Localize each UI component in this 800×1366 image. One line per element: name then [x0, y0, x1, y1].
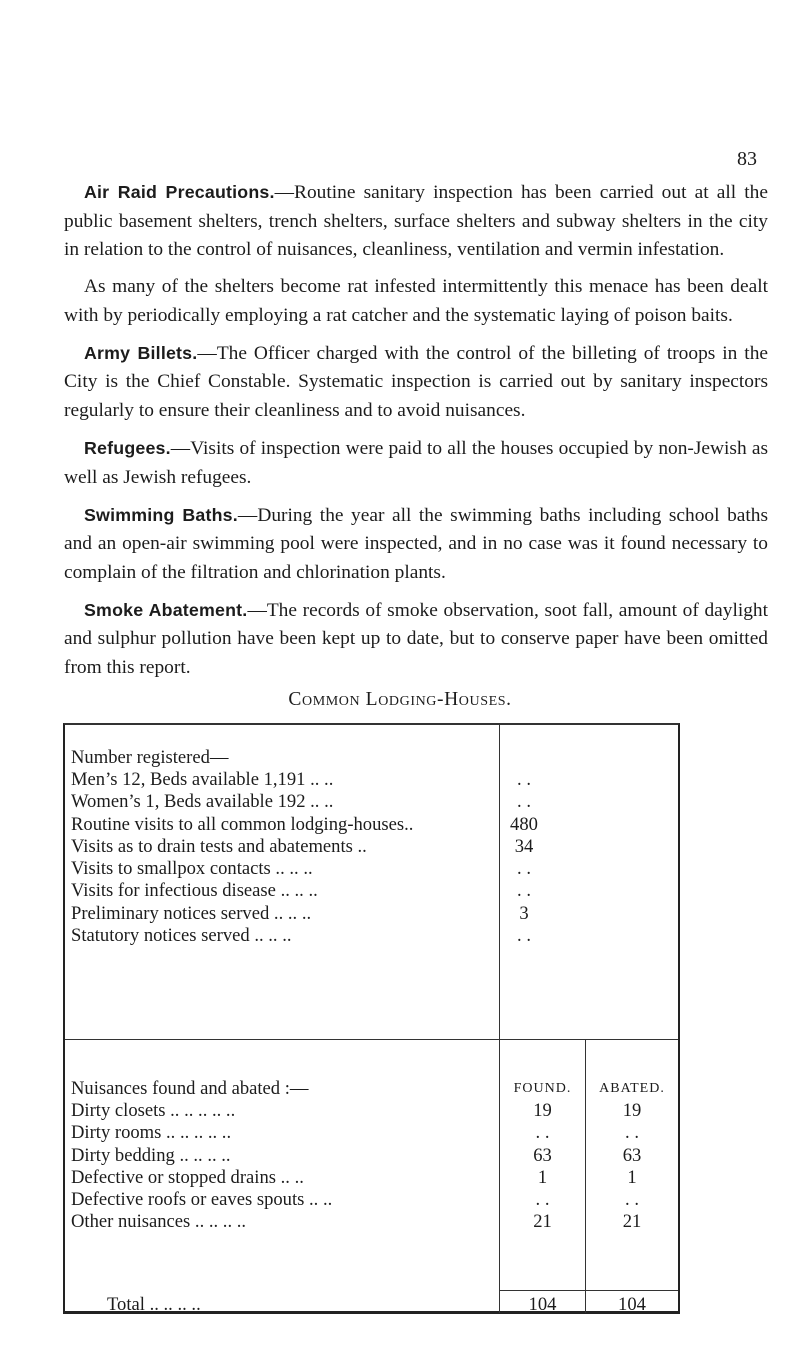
total-abated: 104	[618, 1294, 646, 1315]
total-separator	[499, 1290, 678, 1291]
total-label: Total .. .. .. ..	[107, 1294, 201, 1315]
upper-row-label: Women’s 1, Beds available 192 .. ..	[71, 791, 334, 812]
found-value: 21	[533, 1211, 552, 1232]
nuisances-title: Nuisances found and abated :—	[71, 1078, 309, 1099]
paragraph-air-raid	[64, 178, 768, 265]
section-title: Common Lodging-Houses.	[288, 689, 512, 710]
nuisance-row-label: Dirty bedding .. .. .. ..	[71, 1145, 231, 1166]
upper-row-value: . .	[517, 791, 531, 812]
upper-row-label: Visits as to drain tests and abatements ..	[71, 836, 367, 857]
heading-dash: —	[237, 504, 258, 526]
paragraph-text: As many of the shelters become rat infested intermittently this menace has been dealt with by periodically employing a rat catcher and the systematic laying of poison baits.	[64, 276, 768, 326]
abated-value: . .	[625, 1189, 639, 1210]
nuisance-row-label: Other nuisances .. .. .. ..	[71, 1211, 247, 1232]
paragraph-heading: Air Raid Precautions.	[84, 182, 275, 202]
heading-dash: —	[247, 599, 267, 621]
nuisance-row-label: Defective or stopped drains .. ..	[71, 1167, 304, 1188]
upper-row-label: Preliminary notices served .. .. ..	[71, 903, 312, 924]
upper-row-label: Statutory notices served .. .. ..	[71, 925, 292, 946]
found-value: 1	[537, 1167, 548, 1188]
total-found: 104	[528, 1294, 557, 1315]
found-value: 63	[533, 1145, 552, 1166]
paragraph-heading: Refugees.	[84, 437, 171, 458]
upper-row-value: . .	[517, 880, 531, 901]
paragraph-heading: Army Billets.	[84, 342, 198, 363]
heading-dash: —	[170, 437, 191, 459]
upper-row-label: Visits to smallpox contacts .. .. ..	[71, 858, 313, 879]
paragraph-heading: Swimming Baths.	[84, 504, 238, 525]
nuisance-row-label: Dirty closets .. .. .. .. ..	[71, 1100, 236, 1121]
paragraph-text: The Officer charged with the control of the billeting of troops in the City is the Chief Constable. Systematic inspection is carried out by sanitary inspectors regularly to ensure their cleanliness and to avoid nuisances.	[64, 342, 768, 421]
section-separator	[65, 1039, 678, 1040]
abated-value: 63	[622, 1145, 642, 1166]
abated-column-header: ABATED.	[599, 1081, 665, 1096]
heading-dash: —	[197, 342, 217, 364]
upper-row-value: . .	[517, 925, 531, 946]
upper-row-value: . .	[517, 769, 531, 790]
paragraph-text: The records of smoke observation, soot fall, amount of daylight and sulphur pollution have been kept up to date, but to conserve paper have been omitted from this report.	[64, 599, 768, 678]
upper-row-label: Visits for infectious disease .. .. ..	[71, 880, 318, 901]
page-number: 83	[737, 148, 757, 170]
abated-value: 1	[627, 1167, 637, 1188]
paragraph-heading: Smoke Abatement.	[84, 599, 248, 620]
upper-row-label: Routine visits to all common lodging-houses..	[71, 814, 414, 835]
upper-row-value: 3	[519, 903, 529, 924]
upper-row-value: 34	[514, 836, 534, 857]
paragraph-text: During the year all the swimming baths including school baths and an open-air swimming pool were inspected, and in no case was it found necessary to complain of the filtration and chlorination plants.	[64, 504, 768, 583]
nuisance-row-label: Dirty rooms .. .. .. .. ..	[71, 1122, 232, 1143]
upper-row-value: 480	[510, 814, 538, 835]
upper-row-label: Number registered—	[71, 747, 229, 768]
paragraph-rat-infestation	[64, 273, 768, 330]
paragraph-refugees	[64, 434, 768, 492]
upper-row-label: Men’s 12, Beds available 1,191 .. ..	[71, 769, 334, 790]
body-text	[64, 178, 768, 691]
paragraph-swimming-baths	[64, 501, 768, 588]
paragraph-text: Visits of inspection were paid to all the houses occupied by non-Jewish as well as Jewish refugees.	[64, 437, 768, 488]
abated-value: 21	[622, 1211, 642, 1232]
found-value: 19	[533, 1100, 552, 1121]
abated-value: 19	[622, 1100, 642, 1121]
found-column-header: FOUND.	[513, 1081, 572, 1096]
found-value: . .	[535, 1122, 550, 1143]
heading-dash: —	[274, 182, 295, 203]
paragraph-smoke-abatement	[64, 596, 768, 683]
abated-value: . .	[625, 1122, 639, 1143]
lodging-houses-table	[63, 723, 680, 1314]
paragraph-text: Routine sanitary inspection has been carried out at all the public basement shelters, trench shelters, surface shelters and subway shelters in the city in relation to the control of nuisances, cleanliness, ventilation and vermin infestation.	[64, 182, 768, 261]
nuisance-row-label: Defective roofs or eaves spouts .. ..	[71, 1189, 333, 1210]
paragraph-army-billets	[64, 339, 768, 426]
found-value: . .	[535, 1189, 550, 1210]
upper-row-value: . .	[517, 858, 531, 879]
